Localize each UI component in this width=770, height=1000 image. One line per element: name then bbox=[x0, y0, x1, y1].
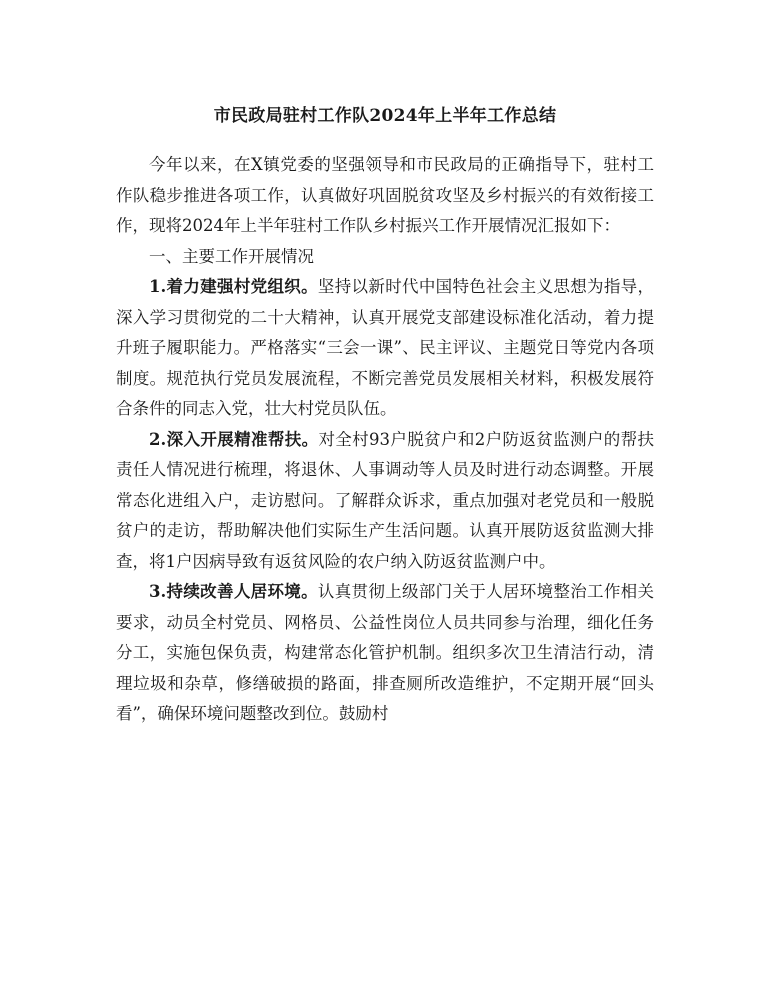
document-body bbox=[116, 150, 654, 730]
item-paragraph-3 bbox=[116, 577, 654, 730]
intro-paragraph: 今年以来，在X镇党委的坚强领导和市民政局的正确指导下，驻村工作队稳步推进各项工作，认真做好巩固脱贫攻坚及乡村振兴的有效衔接工作，现将2024年上半年驻村工作队乡村振兴工作开展情况汇报如下： bbox=[116, 155, 654, 235]
item-text-3: 认真贯彻上级部门关于人居环境整治工作相关要求，动员全村党员、网格员、公益性岗位人员共同参与治理，细化任务分工，实施包保负责，构建常态化管护机制。组织多次卫生清洁行动，清理垃圾和杂草，修缮破损的路面，排查厕所改造维护，不定期开展“回头看”，确保环境问题整改到位。鼓励村 bbox=[116, 582, 654, 723]
document-title: 市民政局驻村工作队2024年上半年工作总结 bbox=[213, 106, 557, 126]
item-heading-1: 1.着力建强村党组织。 bbox=[149, 277, 318, 296]
item-heading-3: 3.持续改善人居环境。 bbox=[149, 582, 318, 601]
item-heading-2: 2.深入开展精准帮扶。 bbox=[149, 429, 319, 449]
item-text-2: 对全村93户脱贫户和2户防返贫监测户的帮扶责任人情况进行梳理，将退休、人事调动等人员及时进行动态调整。开展常态化进组入户，走访慰问。了解群众诉求，重点加强对老党员和一般脱贫户的走访，帮助解决他们实际生产生活问题。认真开展防返贫监测大排查，将1户因病导致有返贫风险的农户纳入防返贫监测户中。 bbox=[116, 429, 654, 571]
item-text-1: 坚持以新时代中国特色社会主义思想为指导，深入学习贯彻党的二十大精神，认真开展党支部建设标准化活动，着力提升班子履职能力。严格落实“三会一课”、民主评议、主题党日等党内各项制度。规范执行党员发展流程，不断完善党员发展相关材料，积极发展符合条件的同志入党，壮大村党员队伍。 bbox=[116, 277, 654, 418]
item-paragraph-2 bbox=[116, 425, 654, 578]
section-heading: 一、主要工作开展情况 bbox=[149, 246, 314, 266]
item-paragraph-1 bbox=[116, 272, 654, 425]
